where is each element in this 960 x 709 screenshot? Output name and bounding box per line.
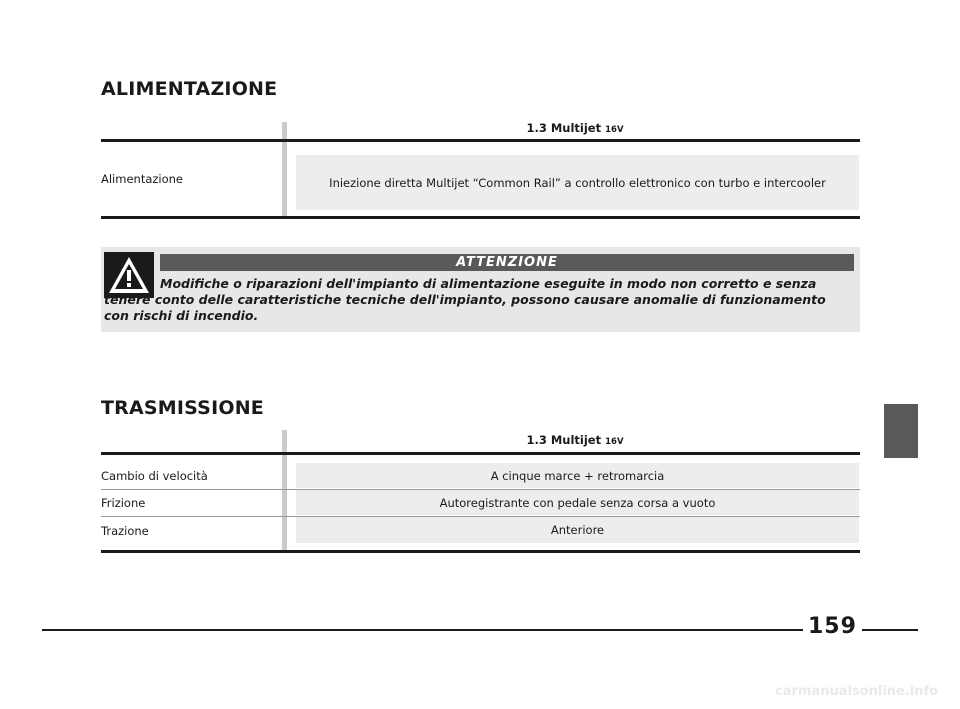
row-label-frizione: Frizione [101,496,146,510]
warning-text: Modifiche o riparazioni dell'impianto di alimentazione eseguite in modo non corretto e senza tenere conto delle caratteristiche tecniche dell'impianto, possono causare anomalie di funzionamento con rischi di incendio. [104,276,826,323]
warning-heading: ATTENZIONE [160,254,854,271]
table-bottom-rule [101,550,860,553]
row-value-cambio: A cinque marce + retromarcia [296,463,859,488]
watermark-text: carmanualsonline.info [775,684,939,699]
column-divider [282,122,287,218]
alimentazione-value: Iniezione diretta Multijet “Common Rail” a controllo elettronico con turbo e intercooler [296,155,859,210]
model-main: 1.3 Multijet [526,433,602,447]
alimentazione-label: Alimentazione [101,172,184,186]
row-value-trazione: Anteriore [296,517,859,543]
model-header-trasmissione [290,433,860,447]
section-title-trasmissione: TRASMISSIONE [101,397,264,419]
model-header-alimentazione [290,121,860,135]
model-small: 16V [605,125,624,135]
section-title-alimentazione: ALIMENTAZIONE [101,78,278,100]
model-main: 1.3 Multijet [526,121,602,135]
row-label-cambio: Cambio di velocità [101,469,208,483]
column-divider [282,430,287,552]
footer-rule-right [862,629,918,631]
table-top-rule [101,139,860,142]
table-bottom-rule [101,216,860,219]
row-value-frizione: Autoregistrante con pedale senza corsa a vuoto [296,490,859,515]
page-number: 159 [808,614,857,639]
model-small: 16V [605,437,624,447]
table-top-rule [101,452,860,455]
footer-rule-left [42,629,803,631]
side-section-tab [884,404,918,458]
row-label-trazione: Trazione [101,524,149,538]
